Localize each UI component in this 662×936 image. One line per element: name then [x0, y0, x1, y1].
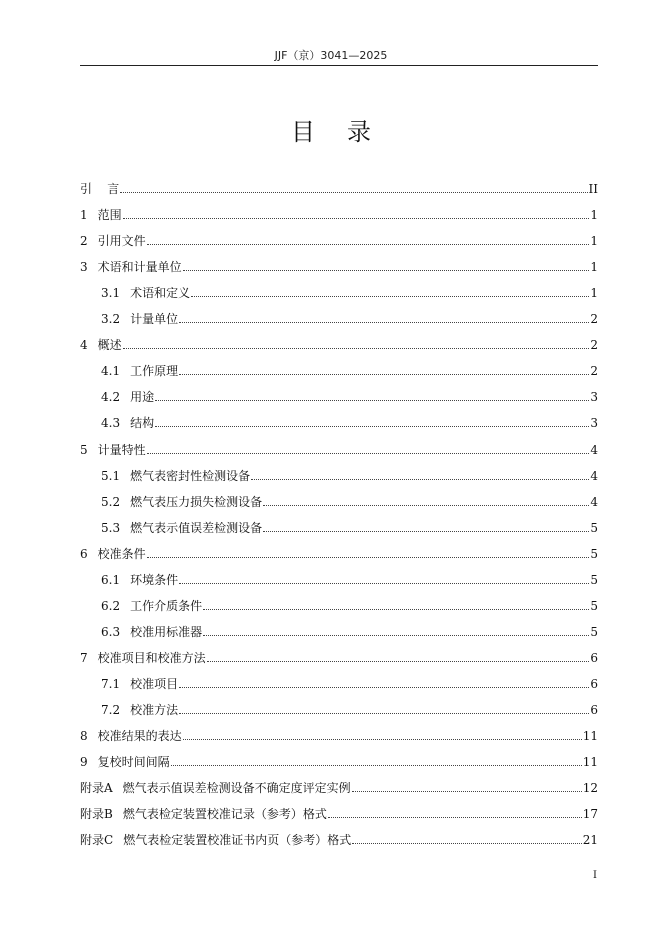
toc-entry[interactable]: [80, 483, 598, 509]
toc-entry-title: 燃气表压力损失检测设备: [130, 494, 263, 509]
toc-entry[interactable]: [80, 300, 598, 326]
toc-entry-page: 11: [582, 729, 598, 744]
toc-entry-title: 用途: [130, 390, 155, 405]
toc-leader-dots: [179, 687, 589, 688]
toc-leader-dots: [171, 765, 582, 766]
toc-entry-number: 5.1: [101, 468, 121, 483]
toc-entry-page: 1: [590, 286, 598, 301]
toc-entry-title: 复校时间间隔: [97, 755, 170, 770]
header-rule: [80, 65, 598, 66]
toc-entry-number: 4.2: [101, 390, 121, 405]
toc-leader-dots: [183, 270, 590, 271]
toc-leader-dots: [183, 739, 582, 740]
toc-leader-dots: [352, 843, 582, 844]
toc-entry-number: 附录A: [80, 781, 113, 796]
toc-entry-number: 6: [80, 546, 88, 561]
toc-entry-title: 概述: [97, 338, 122, 353]
toc-leader-dots: [203, 635, 589, 636]
toc-entry-title: 术语和定义: [130, 286, 191, 301]
toc-entry[interactable]: [80, 717, 598, 743]
toc-entry-number: 5: [80, 442, 88, 457]
toc-entry-page: 4: [590, 468, 598, 483]
toc-entry-number: 5.2: [101, 494, 121, 509]
toc-entry[interactable]: [80, 561, 598, 587]
toc-entry-number: 7: [80, 650, 88, 665]
page-title: 目录: [291, 118, 403, 146]
toc-entry[interactable]: [80, 404, 598, 430]
toc-entry-page: II: [588, 182, 598, 197]
toc-entry[interactable]: [80, 743, 598, 769]
table-of-contents: [80, 170, 598, 847]
toc-entry[interactable]: [80, 196, 598, 222]
toc-entry-title: 术语和计量单位: [97, 260, 182, 275]
running-header: JJF（京）3041—2025: [274, 49, 388, 62]
toc-entry-number: 2: [80, 234, 88, 249]
toc-entry[interactable]: [80, 248, 598, 274]
toc-leader-dots: [207, 661, 590, 662]
toc-leader-dots: [179, 322, 589, 323]
toc-entry-page: 5: [590, 546, 598, 561]
toc-leader-dots: [263, 505, 589, 506]
toc-entry-number: 3: [80, 260, 88, 275]
toc-leader-dots: [123, 218, 590, 219]
toc-entry-page: 12: [582, 781, 598, 796]
toc-entry[interactable]: [80, 274, 598, 300]
toc-leader-dots: [251, 479, 589, 480]
toc-entry-number: 4.3: [101, 416, 121, 431]
toc-entry-number: 6.1: [101, 572, 121, 587]
page-number: I: [593, 870, 597, 881]
toc-entry-page: 6: [590, 650, 598, 665]
toc-entry-number: 附录C: [80, 833, 114, 848]
toc-leader-dots: [147, 453, 590, 454]
toc-entry-title: 燃气表示值误差检测设备不确定度评定实例: [122, 781, 351, 796]
toc-entry-title: 环境条件: [130, 572, 179, 587]
toc-entry-title: 范围: [97, 208, 122, 223]
toc-entry-page: 6: [590, 676, 598, 691]
toc-entry-page: 5: [590, 572, 598, 587]
toc-entry[interactable]: [80, 535, 598, 561]
toc-leader-dots: [179, 713, 589, 714]
toc-entry-page: 4: [590, 442, 598, 457]
toc-leader-dots: [191, 296, 589, 297]
toc-entry[interactable]: [80, 222, 598, 248]
toc-entry[interactable]: [80, 769, 598, 795]
toc-entry-number: 3.2: [101, 312, 121, 327]
toc-entry-number: 1: [80, 208, 88, 223]
toc-leader-dots: [155, 426, 589, 427]
toc-entry-number: 3.1: [101, 286, 121, 301]
toc-entry-number: 6.3: [101, 624, 121, 639]
toc-entry-page: 3: [590, 416, 598, 431]
toc-entry-title: 校准结果的表达: [97, 729, 182, 744]
toc-entry-page: 11: [582, 755, 598, 770]
toc-entry-page: 5: [590, 624, 598, 639]
toc-entry-number: 4: [80, 338, 88, 353]
toc-entry-page: 2: [590, 338, 598, 353]
toc-entry-number: 7.2: [101, 702, 121, 717]
toc-entry-page: 1: [590, 260, 598, 275]
toc-entry-title: 燃气表示值误差检测设备: [130, 520, 263, 535]
toc-leader-dots: [203, 609, 589, 610]
toc-entry-title: 校准方法: [130, 702, 179, 717]
toc-entry-title: 燃气表检定装置校准记录（参考）格式: [122, 807, 327, 822]
toc-entry[interactable]: [80, 170, 598, 196]
toc-entry-page: 4: [590, 494, 598, 509]
toc-entry-title: 引 言: [80, 182, 120, 197]
toc-entry[interactable]: [80, 665, 598, 691]
toc-entry-page: 1: [590, 208, 598, 223]
toc-entry[interactable]: [80, 509, 598, 535]
toc-entry[interactable]: [80, 821, 598, 847]
toc-entry-title: 工作介质条件: [130, 598, 203, 613]
toc-leader-dots: [352, 791, 582, 792]
toc-leader-dots: [328, 817, 582, 818]
toc-entry[interactable]: [80, 795, 598, 821]
toc-entry-title: 校准用标准器: [130, 624, 203, 639]
toc-entry[interactable]: [80, 430, 598, 456]
toc-entry[interactable]: [80, 587, 598, 613]
toc-entry[interactable]: [80, 378, 598, 404]
toc-entry-number: 6.2: [101, 598, 121, 613]
toc-leader-dots: [147, 244, 590, 245]
toc-entry[interactable]: [80, 639, 598, 665]
toc-entry-page: 5: [590, 520, 598, 535]
toc-entry-number: 附录B: [80, 807, 113, 822]
toc-entry[interactable]: [80, 691, 598, 717]
toc-entry-title: 工作原理: [130, 364, 179, 379]
toc-leader-dots: [179, 374, 589, 375]
toc-leader-dots: [147, 557, 590, 558]
toc-entry-page: 21: [582, 833, 598, 848]
toc-entry-title: 校准条件: [97, 546, 146, 561]
toc-entry-number: 7.1: [101, 676, 121, 691]
toc-entry-number: 5.3: [101, 520, 121, 535]
toc-entry-title: 引用文件: [97, 234, 146, 249]
toc-entry-title: 计量特性: [97, 442, 146, 457]
toc-entry-page: 5: [590, 598, 598, 613]
toc-entry[interactable]: [80, 457, 598, 483]
toc-entry-title: 燃气表密封性检测设备: [130, 468, 251, 483]
toc-entry-page: 3: [590, 390, 598, 405]
toc-entry-page: 2: [590, 312, 598, 327]
toc-leader-dots: [120, 192, 587, 193]
toc-entry-title: 校准项目和校准方法: [97, 650, 206, 665]
toc-leader-dots: [123, 348, 590, 349]
toc-leader-dots: [179, 583, 589, 584]
toc-entry[interactable]: [80, 326, 598, 352]
toc-entry-title: 校准项目: [130, 676, 179, 691]
toc-leader-dots: [155, 400, 589, 401]
toc-entry-title: 结构: [130, 416, 155, 431]
toc-entry[interactable]: [80, 613, 598, 639]
toc-entry-page: 2: [590, 364, 598, 379]
toc-entry-page: 6: [590, 702, 598, 717]
toc-entry-page: 17: [582, 807, 598, 822]
toc-entry-page: 1: [590, 234, 598, 249]
toc-leader-dots: [263, 531, 589, 532]
toc-entry-number: 4.1: [101, 364, 121, 379]
toc-entry[interactable]: [80, 352, 598, 378]
toc-entry-title: 计量单位: [130, 312, 179, 327]
toc-entry-number: 8: [80, 729, 88, 744]
toc-entry-title: 燃气表检定装置校准证书内页（参考）格式: [123, 833, 352, 848]
toc-entry-number: 9: [80, 755, 88, 770]
